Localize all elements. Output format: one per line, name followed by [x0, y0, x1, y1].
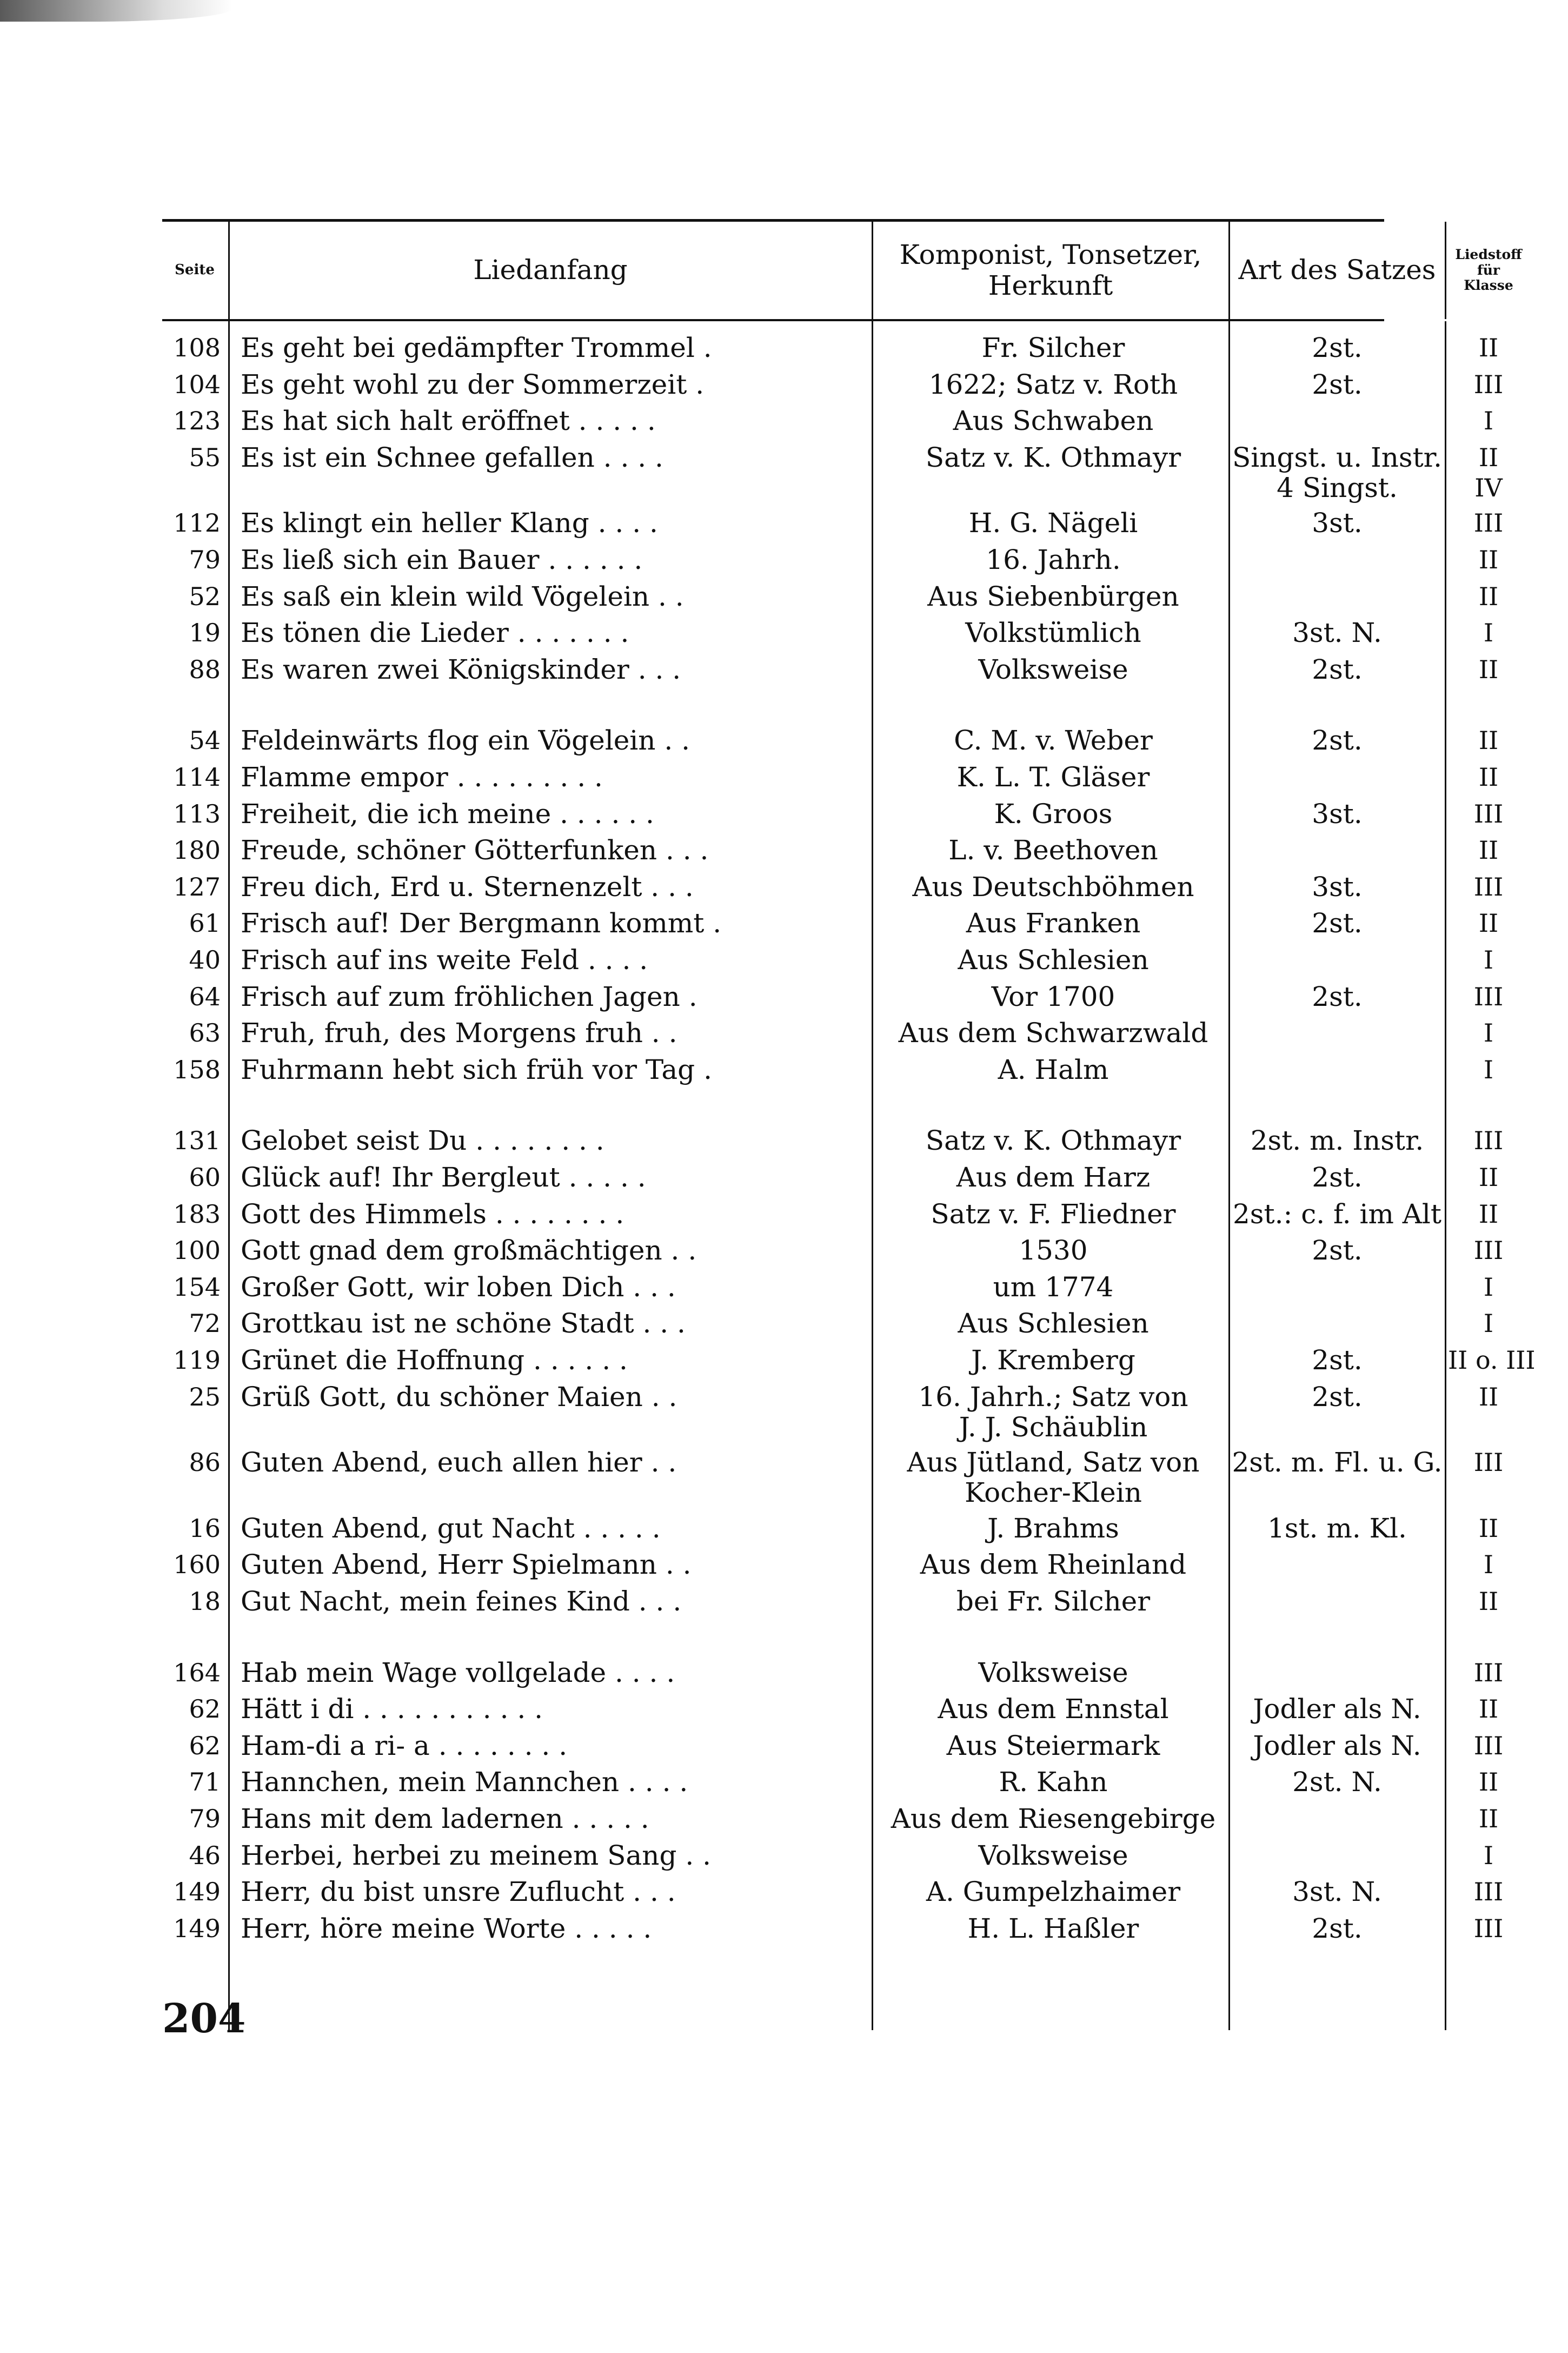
- row-art: 2st. N.: [1292, 1766, 1382, 1798]
- row-komponist: Satz v. K. Othmayr: [925, 441, 1181, 473]
- table-row: [162, 1305, 1568, 1342]
- row-liedanfang: Freiheit, die ich meine . . . . . .: [241, 798, 654, 830]
- row-liedanfang: Fuhrmann hebt sich früh vor Tag .: [241, 1053, 712, 1085]
- table-row: [162, 1342, 1568, 1378]
- row-seite: 127: [173, 872, 221, 902]
- row-klasse: II: [1478, 654, 1499, 684]
- row-art: Jodler als N.: [1253, 1729, 1421, 1761]
- row-klasse: II: [1478, 1694, 1499, 1724]
- row-liedanfang: Fruh, fruh, des Morgens fruh . .: [241, 1017, 677, 1049]
- table-row: [162, 402, 1568, 439]
- row-liedanfang: Freu dich, Erd u. Sternenzelt . . .: [241, 871, 694, 903]
- row-klasse: II: [1478, 836, 1499, 865]
- row-liedanfang: Grottkau ist ne schöne Stadt . . .: [241, 1308, 686, 1340]
- row-komponist: Aus Jütland, Satz von: [907, 1447, 1200, 1479]
- table-row: [162, 1051, 1568, 1088]
- table-row: [162, 651, 1568, 688]
- row-komponist: Aus dem Schwarzwald: [898, 1017, 1208, 1049]
- row-liedanfang: Gut Nacht, mein feines Kind . . .: [241, 1586, 682, 1617]
- table-row: [162, 1196, 1568, 1232]
- table-row: [162, 1583, 1568, 1620]
- row-art: 2st.: [1312, 725, 1363, 757]
- row-komponist: Aus Steiermark: [946, 1729, 1160, 1761]
- row-art: 2st.: [1312, 653, 1363, 685]
- row-klasse: II: [1478, 1382, 1499, 1411]
- row-liedanfang: Es geht bei gedämpfter Trommel .: [241, 332, 712, 363]
- header-liedstoff-line3: Klasse: [1464, 277, 1513, 294]
- row-komponist: H. G. Nägeli: [968, 507, 1138, 539]
- row-komponist: Aus Deutschböhmen: [912, 871, 1194, 903]
- row-art: 3st.: [1312, 507, 1363, 539]
- row-liedanfang: Gott gnad dem großmächtigen . .: [241, 1235, 697, 1267]
- row-komponist: Fr. Silcher: [981, 332, 1125, 363]
- row-seite: 16: [189, 1513, 221, 1543]
- row-komponist: Aus dem Riesengebirge: [891, 1803, 1216, 1834]
- row-seite: 40: [189, 945, 221, 975]
- row-art: Singst. u. Instr.: [1232, 441, 1442, 473]
- table-row: [162, 578, 1568, 615]
- row-liedanfang: Es saß ein klein wild Vögelein . .: [241, 580, 684, 612]
- row-liedanfang: Es ließ sich ein Bauer . . . . . .: [241, 544, 643, 575]
- row-seite: 64: [189, 982, 221, 1011]
- row-klasse: III: [1473, 1913, 1504, 1943]
- table-row: [162, 614, 1568, 651]
- row-komponist: Satz v. F. Fliedner: [931, 1198, 1176, 1230]
- row-seite: 113: [173, 799, 221, 828]
- row-komponist: Aus Schwaben: [953, 405, 1154, 437]
- row-art: 2st.: [1312, 980, 1363, 1012]
- table-row: [162, 1269, 1568, 1305]
- table-row: [162, 1510, 1568, 1547]
- row-seite: 131: [173, 1126, 221, 1156]
- row-liedanfang: Herr, höre meine Worte . . . . .: [241, 1912, 652, 1944]
- row-komponist: L. v. Beethoven: [948, 834, 1158, 866]
- row-klasse: III: [1473, 982, 1504, 1011]
- row-klasse: I: [1483, 618, 1494, 648]
- row-klasse: I: [1483, 1272, 1494, 1302]
- row-liedanfang: Hannchen, mein Mannchen . . . .: [241, 1766, 688, 1798]
- row-art: 3st. N.: [1292, 617, 1382, 649]
- header-art: Art des Satzes: [1238, 254, 1436, 286]
- row-komponist: Volksweise: [978, 653, 1128, 685]
- row-liedanfang: Flamme empor . . . . . . . . .: [241, 761, 603, 793]
- row-liedanfang: Gott des Himmels . . . . . . . .: [241, 1198, 624, 1230]
- row-komponist: Satz v. K. Othmayr: [925, 1125, 1181, 1157]
- row-liedanfang: Hab mein Wage vollgelade . . . .: [241, 1656, 675, 1688]
- row-komponist: Aus dem Harz: [956, 1162, 1151, 1193]
- row-klasse: III: [1473, 872, 1504, 902]
- row-komponist: R. Kahn: [999, 1766, 1108, 1798]
- table-row: [162, 329, 1568, 366]
- row-art: 2st. m. Instr.: [1250, 1125, 1424, 1157]
- row-klasse: II: [1478, 442, 1499, 472]
- row-klasse: III: [1473, 508, 1504, 538]
- row-seite: 108: [173, 333, 221, 362]
- row-komponist: J. Kremberg: [971, 1344, 1135, 1376]
- row-klasse: III: [1473, 1236, 1504, 1265]
- row-seite: 60: [189, 1163, 221, 1192]
- row-komponist: Aus Schlesien: [958, 1308, 1149, 1340]
- row-komponist: bei Fr. Silcher: [956, 1586, 1151, 1617]
- table-row: [162, 1378, 1568, 1443]
- row-art-line2: 4 Singst.: [1277, 472, 1398, 503]
- row-liedanfang: Feldeinwärts flog ein Vögelein . .: [241, 725, 690, 757]
- row-komponist: K. L. T. Gläser: [956, 761, 1150, 793]
- row-art: Jodler als N.: [1253, 1693, 1421, 1725]
- scan-edge-smudge: [0, 0, 232, 22]
- row-seite: 160: [173, 1550, 221, 1580]
- row-klasse: III: [1473, 369, 1504, 399]
- row-liedanfang: Guten Abend, gut Nacht . . . . .: [241, 1512, 661, 1544]
- row-liedanfang: Freude, schöner Götterfunken . . .: [241, 834, 709, 866]
- row-seite: 52: [189, 581, 221, 611]
- row-komponist: Aus dem Ennstal: [938, 1693, 1169, 1725]
- header-komponist-line1: Komponist, Tonsetzer,: [899, 238, 1202, 270]
- column-divider: [228, 222, 230, 319]
- table-row: [162, 759, 1568, 796]
- row-klasse: II: [1478, 1163, 1499, 1192]
- row-klasse: II: [1478, 1513, 1499, 1543]
- row-seite: 79: [189, 1804, 221, 1833]
- row-seite: 88: [189, 654, 221, 684]
- row-klasse: II o. III: [1448, 1345, 1536, 1375]
- table-row: [162, 1654, 1568, 1691]
- row-seite: 19: [189, 618, 221, 648]
- row-seite: 62: [189, 1694, 221, 1724]
- header-seite: Seite: [175, 262, 215, 279]
- row-seite: 55: [189, 442, 221, 472]
- row-klasse: III: [1473, 1731, 1504, 1760]
- table-row: [162, 1691, 1568, 1727]
- table-row: [162, 1764, 1568, 1800]
- row-art: 2st.: [1312, 1344, 1363, 1376]
- row-komponist: Aus dem Rheinland: [920, 1549, 1187, 1581]
- row-klasse: I: [1483, 1550, 1494, 1580]
- row-klasse: III: [1473, 1126, 1504, 1156]
- row-klasse: II: [1478, 581, 1499, 611]
- row-seite: 104: [173, 369, 221, 399]
- row-komponist: J. Brahms: [987, 1512, 1119, 1544]
- row-klasse: II: [1478, 1199, 1499, 1229]
- row-art: 2st. m. Fl. u. G.: [1232, 1447, 1443, 1479]
- row-seite: 46: [189, 1840, 221, 1870]
- row-seite: 61: [189, 909, 221, 938]
- row-art: 2st.: [1312, 1235, 1363, 1267]
- table-row: [162, 1232, 1568, 1269]
- row-seite: 18: [189, 1587, 221, 1616]
- row-klasse: II: [1478, 909, 1499, 938]
- table-row: [162, 1727, 1568, 1764]
- table-row: [162, 869, 1568, 905]
- table-row: [162, 1159, 1568, 1196]
- header-liedstoff-line1: Liedstoff: [1455, 246, 1522, 262]
- header-liedstoff: [1448, 222, 1529, 319]
- row-komponist: Volksweise: [978, 1839, 1128, 1871]
- row-komponist-line2: J. J. Schäublin: [959, 1411, 1148, 1443]
- table-row: [162, 1873, 1568, 1910]
- row-art: 2st.: [1312, 368, 1363, 400]
- row-liedanfang: Gelobet seist Du . . . . . . . .: [241, 1125, 604, 1157]
- row-komponist: A. Gumpelzhaimer: [926, 1876, 1181, 1908]
- table-row: [162, 832, 1568, 869]
- row-seite: 62: [189, 1731, 221, 1760]
- header-komponist-line2: Herkunft: [988, 270, 1113, 301]
- row-art: 2st.: [1312, 907, 1363, 939]
- row-seite: 119: [173, 1345, 221, 1375]
- row-klasse: III: [1473, 1658, 1504, 1687]
- table-row: [162, 1122, 1568, 1159]
- row-art: 2st.: [1312, 1162, 1363, 1193]
- row-liedanfang: Grünet die Hoffnung . . . . . .: [241, 1344, 628, 1376]
- row-klasse: II: [1478, 726, 1499, 755]
- row-klasse: I: [1483, 1309, 1494, 1338]
- row-seite: 158: [173, 1055, 221, 1084]
- row-klasse: II: [1478, 333, 1499, 362]
- row-seite: 100: [173, 1236, 221, 1265]
- column-divider: [1445, 222, 1446, 319]
- row-komponist: Volksweise: [978, 1656, 1128, 1688]
- row-komponist: Volkstümlich: [965, 617, 1141, 649]
- row-komponist: 1530: [1019, 1235, 1088, 1267]
- row-liedanfang: Es tönen die Lieder . . . . . . .: [241, 617, 629, 649]
- table-body: [162, 321, 1536, 2127]
- header-komponist: [875, 222, 1226, 319]
- row-klasse: III: [1473, 1448, 1504, 1477]
- table-row: [162, 905, 1568, 942]
- table-row: [162, 722, 1568, 759]
- table-row: [162, 505, 1568, 541]
- table-row: [162, 1910, 1568, 1947]
- row-seite: 164: [173, 1658, 221, 1687]
- column-divider: [872, 222, 873, 319]
- row-klasse: I: [1483, 1018, 1494, 1048]
- row-klasse: I: [1483, 945, 1494, 975]
- row-komponist: H. L. Haßler: [967, 1912, 1139, 1944]
- row-liedanfang: Glück auf! Ihr Bergleut . . . . .: [241, 1162, 646, 1193]
- row-seite: 123: [173, 406, 221, 436]
- table-row: [162, 1546, 1568, 1583]
- row-seite: 114: [173, 763, 221, 792]
- row-klasse: II: [1478, 1767, 1499, 1797]
- row-liedanfang: Es klingt ein heller Klang . . . .: [241, 507, 658, 539]
- row-art: 3st.: [1312, 871, 1363, 903]
- row-klasse: II: [1478, 1587, 1499, 1616]
- table-row: [162, 1444, 1568, 1509]
- row-liedanfang: Guten Abend, euch allen hier . .: [241, 1447, 677, 1479]
- row-klasse: II: [1478, 545, 1499, 574]
- table-row: [162, 366, 1568, 403]
- row-klasse: III: [1473, 799, 1504, 828]
- row-liedanfang: Grüß Gott, du schöner Maien . .: [241, 1381, 677, 1413]
- row-seite: 183: [173, 1199, 221, 1229]
- page-number: 204: [162, 1996, 246, 2042]
- row-seite: 180: [173, 836, 221, 865]
- row-komponist-line2: Kocher-Klein: [965, 1477, 1142, 1509]
- row-klasse: I: [1483, 406, 1494, 436]
- row-klasse: III: [1473, 1877, 1504, 1907]
- table-row: [162, 796, 1568, 832]
- row-klasse-line2: IV: [1474, 473, 1503, 502]
- table-row: [162, 541, 1568, 578]
- header-liedstoff-line2: für: [1477, 262, 1500, 278]
- row-liedanfang: Herbei, herbei zu meinem Sang . .: [241, 1839, 712, 1871]
- row-liedanfang: Es hat sich halt eröffnet . . . . .: [241, 405, 656, 437]
- row-art: 2st.: c. f. im Alt: [1233, 1198, 1441, 1230]
- table-row: [162, 1015, 1568, 1051]
- row-seite: 25: [189, 1382, 221, 1411]
- row-liedanfang: Frisch auf zum fröhlichen Jagen .: [241, 980, 697, 1012]
- row-komponist: Aus Franken: [966, 907, 1141, 939]
- row-seite: 72: [189, 1309, 221, 1338]
- row-komponist: K. Groos: [994, 798, 1113, 830]
- row-art: 1st. m. Kl.: [1267, 1512, 1407, 1544]
- row-seite: 112: [173, 508, 221, 538]
- index-table: [162, 219, 1536, 2127]
- row-liedanfang: Es waren zwei Königskinder . . .: [241, 653, 681, 685]
- row-seite: 71: [189, 1767, 221, 1797]
- row-liedanfang: Guten Abend, Herr Spielmann . .: [241, 1549, 692, 1581]
- row-art: 2st.: [1312, 1381, 1363, 1413]
- table-row: [162, 942, 1568, 978]
- table-row: [162, 1837, 1568, 1874]
- row-klasse: I: [1483, 1055, 1494, 1084]
- row-seite: 154: [173, 1272, 221, 1302]
- row-komponist: 16. Jahrh.; Satz von: [918, 1381, 1188, 1413]
- table-header: [162, 222, 1522, 321]
- table-row: [162, 439, 1568, 503]
- row-seite: 54: [189, 726, 221, 755]
- row-art: 3st. N.: [1292, 1876, 1382, 1908]
- row-komponist: Vor 1700: [991, 980, 1115, 1012]
- row-liedanfang: Hans mit dem ladernen . . . . .: [241, 1803, 649, 1834]
- row-liedanfang: Herr, du bist unsre Zuflucht . . .: [241, 1876, 676, 1908]
- row-komponist: Aus Schlesien: [958, 944, 1149, 976]
- row-art: 2st.: [1312, 1912, 1363, 1944]
- row-seite: 149: [173, 1877, 221, 1907]
- row-seite: 63: [189, 1018, 221, 1048]
- row-liedanfang: Großer Gott, wir loben Dich . . .: [241, 1271, 676, 1303]
- row-seite: 149: [173, 1913, 221, 1943]
- row-liedanfang: Es geht wohl zu der Sommerzeit .: [241, 368, 705, 400]
- row-liedanfang: Hätt i di . . . . . . . . . . .: [241, 1693, 543, 1725]
- row-liedanfang: Es ist ein Schnee gefallen . . . .: [241, 441, 663, 473]
- row-klasse: II: [1478, 1804, 1499, 1833]
- row-liedanfang: Frisch auf! Der Bergmann kommt .: [241, 907, 722, 939]
- column-divider: [1228, 222, 1230, 319]
- row-liedanfang: Frisch auf ins weite Feld . . . .: [241, 944, 648, 976]
- row-komponist: C. M. v. Weber: [954, 725, 1153, 757]
- row-komponist: Aus Siebenbürgen: [927, 580, 1179, 612]
- table-row: [162, 978, 1568, 1015]
- row-seite: 86: [189, 1448, 221, 1477]
- row-klasse: I: [1483, 1840, 1494, 1870]
- row-liedanfang: Ham-di a ri- a . . . . . . . .: [241, 1729, 568, 1761]
- row-komponist: A. Halm: [998, 1053, 1109, 1085]
- row-komponist: 1622; Satz v. Roth: [928, 368, 1178, 400]
- table-row: [162, 1800, 1568, 1837]
- row-klasse: II: [1478, 763, 1499, 792]
- header-liedanfang: Liedanfang: [473, 254, 628, 286]
- row-seite: 79: [189, 545, 221, 574]
- row-komponist: 16. Jahrh.: [986, 544, 1121, 575]
- row-art: 2st.: [1312, 332, 1363, 363]
- row-komponist: um 1774: [993, 1271, 1114, 1303]
- row-art: 3st.: [1312, 798, 1363, 830]
